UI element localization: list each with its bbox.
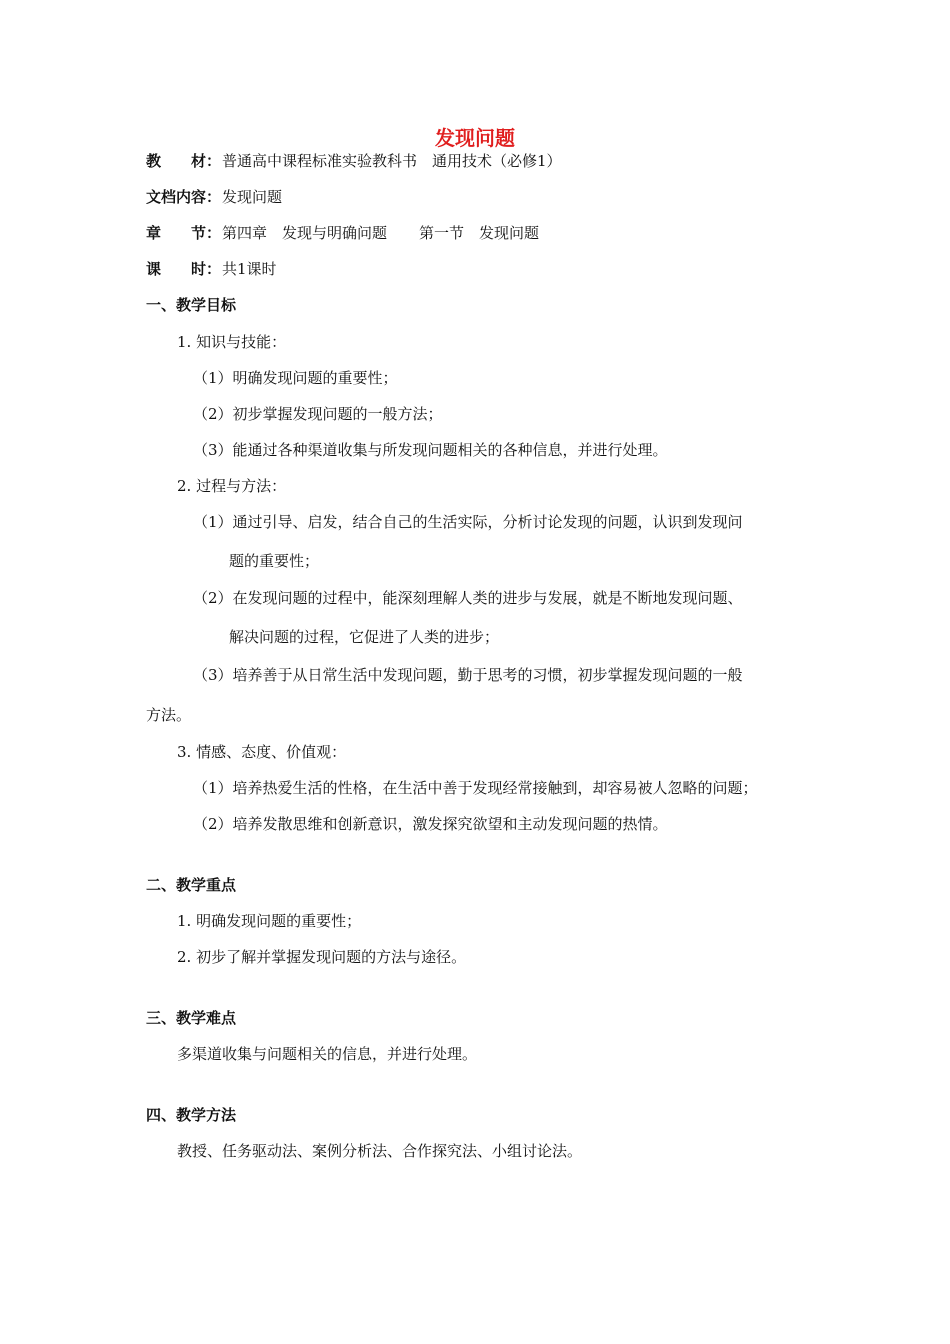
sub2-item-3a: （3）培养善于从日常生活中发现问题，勤于思考的习惯，初步掌握发现问题的一般 (193, 666, 743, 684)
section3-heading: 三、教学难点 (146, 1009, 237, 1027)
sub2-item-3b: 方法。 (146, 706, 192, 724)
chapter-part2: 第一节 发现问题 (419, 224, 540, 242)
section2-item-1: 1. 明确发现问题的重要性； (177, 912, 362, 930)
sub2-item-1b: 题的重要性； (229, 552, 320, 570)
section2-heading: 二、教学重点 (146, 876, 237, 894)
sub2-item-2a: （2）在发现问题的过程中，能深刻理解人类的进步与发展，就是不断地发现问题、 (193, 589, 743, 607)
section3-text: 多渠道收集与问题相关的信息，并进行处理。 (177, 1045, 478, 1063)
sub2-item-2b: 解决问题的过程，它促进了人类的进步； (229, 628, 500, 646)
sub2-title: 2. 过程与方法： (177, 477, 287, 495)
section4-text: 教授、任务驱动法、案例分析法、合作探究法、小组讨论法。 (177, 1142, 583, 1160)
sub3-item-1: （1）培养热爱生活的性格，在生活中善于发现经常接触到，却容易被人忽略的问题； (193, 779, 758, 797)
section2-item-2: 2. 初步了解并掌握发现问题的方法与途径。 (177, 948, 467, 966)
meta-content (146, 186, 282, 208)
sub3-title: 3. 情感、态度、价值观： (177, 743, 347, 761)
sub3-item-2: （2）培养发散思维和创新意识，激发探究欲望和主动发现问题的热情。 (193, 815, 668, 833)
sub2-item-1a: （1）通过引导、启发，结合自己的生活实际，分析讨论发现的问题，认识到发现问 (193, 513, 743, 531)
textbook-label: 教 材： (146, 152, 222, 170)
sub1-item-3: （3）能通过各种渠道收集与所发现问题相关的各种信息，并进行处理。 (193, 441, 668, 459)
sub1-item-1: （1）明确发现问题的重要性； (193, 369, 398, 387)
meta-hours (146, 258, 277, 280)
document-title: 发现问题 (435, 126, 515, 150)
meta-textbook (146, 150, 562, 172)
meta-chapter (146, 222, 539, 244)
textbook-value: 普通高中课程标准实验教科书 通用技术（必修1） (222, 152, 562, 170)
sub1-title: 1. 知识与技能： (177, 333, 287, 351)
hours-label: 课 时： (146, 260, 222, 278)
content-value: 发现问题 (222, 188, 283, 206)
section1-heading: 一、教学目标 (146, 296, 237, 314)
hours-value: 共1课时 (222, 260, 277, 278)
sub1-item-2: （2）初步掌握发现问题的一般方法； (193, 405, 443, 423)
section4-heading: 四、教学方法 (146, 1106, 237, 1124)
chapter-label: 章 节： (146, 224, 222, 242)
chapter-part1: 第四章 发现与明确问题 (222, 224, 388, 242)
content-label: 文档内容： (146, 188, 222, 206)
